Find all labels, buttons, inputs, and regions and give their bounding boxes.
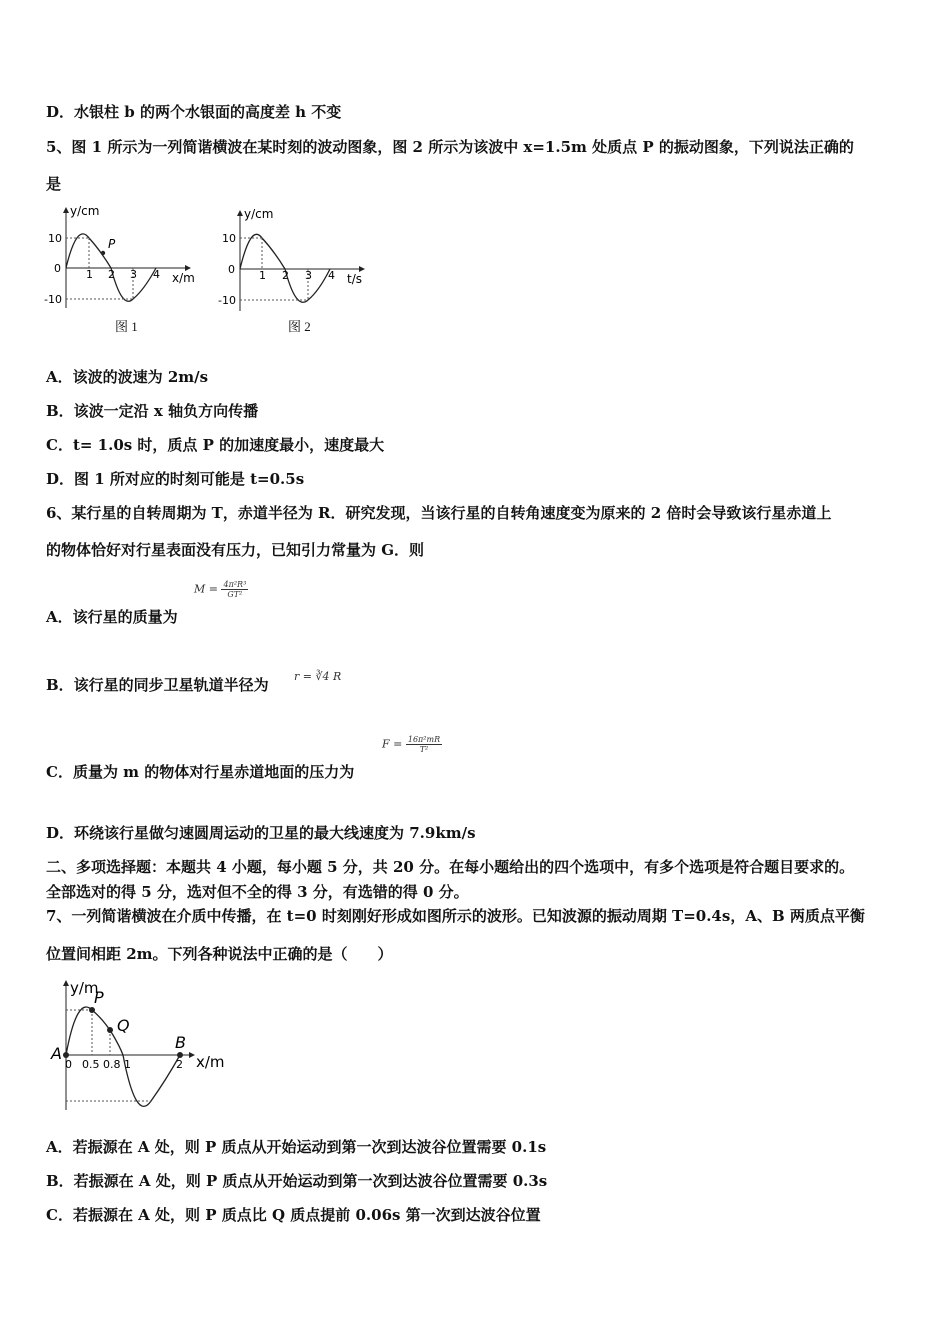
q5-option-c: C．t= 1.0s 时，质点 P 的加速度最小，速度最大 — [46, 436, 385, 454]
fig2-caption: 图 2 — [288, 319, 311, 334]
x-tick: 2 — [108, 268, 115, 281]
x-tick: 0.5 — [82, 1058, 100, 1071]
section2-line1: 二、多项选择题：本题共 4 小题，每小题 5 分，共 20 分。在每小题给出的四个选项中，有多个选项是符合题目要求的。 — [46, 858, 855, 876]
formula-denominator: GT² — [227, 590, 243, 599]
x-tick: 3 — [130, 268, 137, 281]
point-p — [89, 1007, 95, 1013]
q5-stem-line1: 5、图 1 所示为一列简谐横波在某时刻的波动图象，图 2 所示为该波中 x=1.5m 处质点 P 的振动图象，下列说法正确的 — [46, 138, 854, 156]
point-q — [107, 1027, 113, 1033]
q7-option-b: B．若振源在 A 处，则 P 质点从开始运动到第一次到达波谷位置需要 0.3s — [46, 1172, 548, 1190]
q7-stem-line1: 7、一列简谐横波在介质中传播，在 t=0 时刻刚好形成如图所示的波形。已知波源的振动周期 T=0.4s，A、B 两质点平衡 — [46, 907, 865, 925]
fig1-caption: 图 1 — [115, 319, 138, 334]
q6-option-d: D．环绕该行星做匀速圆周运动的卫星的最大线速度为 7.9km/s — [46, 824, 476, 842]
formula-numerator: 16π²mR — [407, 735, 441, 744]
q6-stem-line1: 6、某行星的自转周期为 T，赤道半径为 R．研究发现，当该行星的自转角速度变为原来的 2 倍时会导致该行星赤道上 — [46, 504, 832, 522]
q5-figure-2 — [212, 203, 377, 322]
q6-option-b-formula: r = ∛4 R — [294, 670, 342, 683]
q5-option-d: D．图 1 所对应的时刻可能是 t=0.5s — [46, 470, 305, 488]
y-tick: 0 — [54, 262, 61, 275]
q6-option-c: C．质量为 m 的物体对行星赤道地面的压力为 — [46, 763, 355, 781]
formula-lhs: M = — [194, 582, 218, 596]
t-tick: 3 — [305, 269, 312, 282]
q6-option-a-formula — [194, 580, 248, 599]
t-axis-label: t/s — [347, 272, 362, 286]
t-tick: 2 — [282, 269, 289, 282]
point-p — [101, 251, 105, 255]
q7-stem-line2: 位置间相距 2m。下列各种说法中正确的是（ ） — [46, 945, 393, 963]
label-b: B — [175, 1033, 186, 1052]
label-p: P — [94, 988, 104, 1007]
q5-figure-1 — [40, 200, 205, 319]
q7-option-c: C．若振源在 A 处，则 P 质点比 Q 质点提前 0.06s 第一次到达波谷位置 — [46, 1206, 541, 1224]
q6-option-a: A．该行星的质量为 — [46, 608, 178, 626]
y-axis-label: y/cm — [244, 207, 274, 221]
label-a: A — [51, 1044, 62, 1063]
x-axis-label: x/m — [172, 271, 195, 285]
q6-stem-line2: 的物体恰好对行星表面没有压力，已知引力常量为 G．则 — [46, 541, 425, 559]
point-p-label: P — [108, 237, 116, 251]
y-axis-label: y/cm — [70, 204, 100, 218]
x-tick: 1 — [124, 1058, 131, 1071]
x-axis-label: x/m — [196, 1053, 225, 1071]
y-tick: 10 — [48, 232, 62, 245]
x-tick: 0.8 — [103, 1058, 121, 1071]
formula-numerator: 4π²R³ — [223, 580, 247, 589]
q4-option-d: D．水银柱 b 的两个水银面的高度差 h 不变 — [46, 103, 342, 121]
q6-option-c-formula — [382, 735, 442, 754]
section2-line2: 全部选对的得 5 分，选对但不全的得 3 分，有选错的得 0 分。 — [46, 883, 469, 901]
formula-lhs: F = — [382, 737, 403, 751]
x-tick: 4 — [153, 268, 160, 281]
q7-option-a: A．若振源在 A 处，则 P 质点从开始运动到第一次到达波谷位置需要 0.1s — [46, 1138, 547, 1156]
y-tick: 0 — [228, 263, 235, 276]
q5-stem-line2: 是 — [46, 175, 62, 193]
q7-figure — [44, 975, 244, 1119]
label-q: Q — [117, 1016, 130, 1035]
t-tick: 4 — [328, 269, 335, 282]
y-tick: -10 — [44, 293, 62, 306]
x-tick: 0 — [65, 1058, 72, 1071]
q6-option-b: B．该行星的同步卫星轨道半径为 — [46, 676, 269, 694]
y-tick: 10 — [222, 232, 236, 245]
t-tick: 1 — [259, 269, 266, 282]
y-axis-label: y/m — [70, 979, 99, 997]
y-tick: -10 — [218, 294, 236, 307]
q5-option-b: B．该波一定沿 x 轴负方向传播 — [46, 402, 259, 420]
x-tick: 2 — [176, 1058, 183, 1071]
formula-denominator: T² — [419, 745, 429, 754]
q5-option-a: A．该波的波速为 2m/s — [46, 368, 209, 386]
x-tick: 1 — [86, 268, 93, 281]
